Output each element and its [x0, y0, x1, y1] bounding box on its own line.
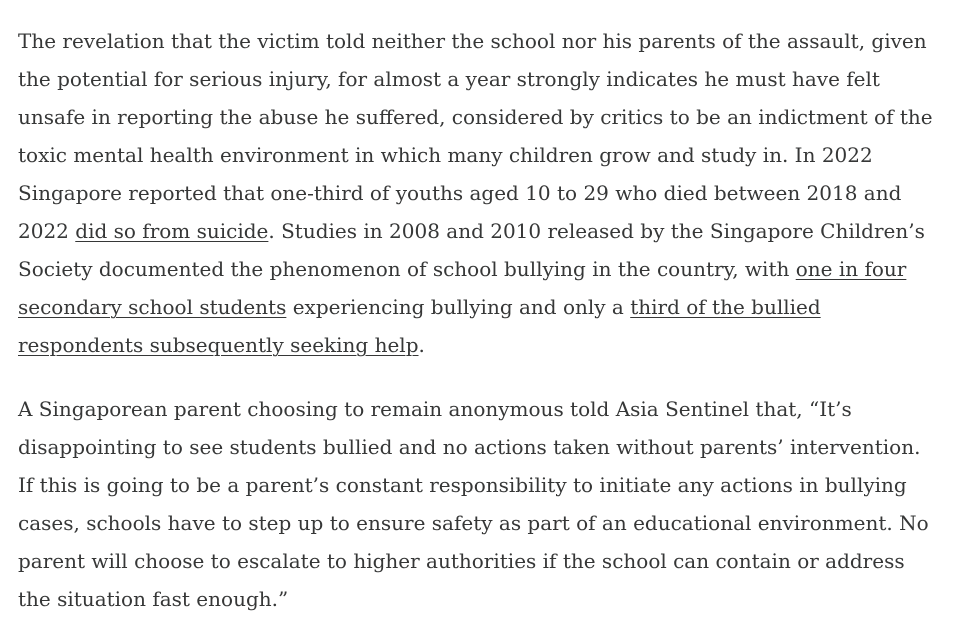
paragraph-text: The revelation that the victim told neither the school nor his parents of the assault, given the potential for serious injury, for almost a year strongly indicates he must have felt unsafe in reporting the abuse he suffered, considered by critics to be an indictment of the toxic mental health environment in which many children grow and study in. In 2022 Singapore reported that one-third of youths aged 10 to 29 who died between 2018 and 2022 — [18, 29, 933, 243]
link-bullied-seeking-help[interactable]: third of the bullied respondents subsequently seeking help — [18, 295, 821, 357]
article-body — [18, 22, 938, 644]
link-suicide-statistics[interactable]: did so from suicide — [75, 219, 269, 243]
paragraph-text: . Studies in 2008 and 2010 released by the Singapore Children’s Society documented the phenomenon of school bullying in the country, with — [18, 219, 925, 281]
link-one-in-four-students[interactable]: one in four secondary school students — [18, 257, 907, 319]
paragraph-bullying-statistics — [18, 22, 938, 364]
paragraph-text: experiencing bullying and only a — [286, 295, 631, 319]
paragraph-text: . — [418, 333, 425, 357]
paragraph-parent-quote: A Singaporean parent choosing to remain anonymous told Asia Sentinel that, “It’s disappointing to see students bullied and no actions taken without parents’ intervention. If this is going to be a parent’s constant responsibility to initiate any actions in bullying cases, schools have to step up to ensure safety as part of an educational environment. No parent will choose to escalate to higher authorities if the school can contain or address the situation fast enough.” — [18, 397, 929, 611]
